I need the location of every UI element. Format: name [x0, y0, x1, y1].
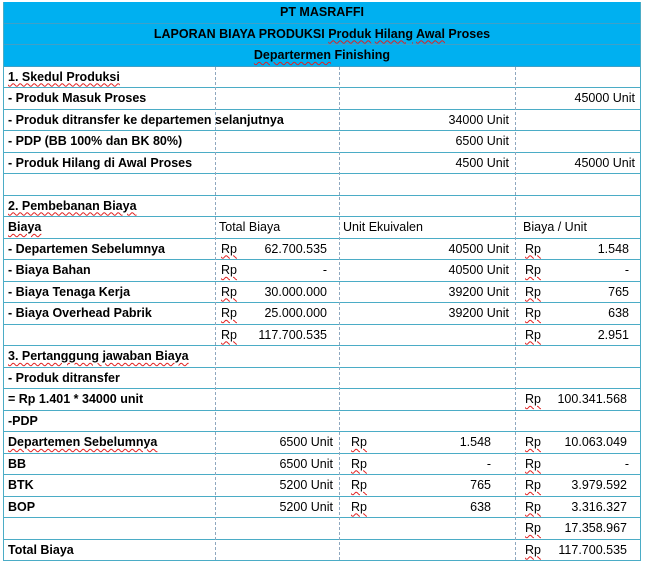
pdp-label: -PDP	[8, 413, 38, 428]
row-label: - Produk ditransfer ke departemen selanjutnya	[8, 112, 284, 127]
unit-equivalent: 39200 Unit	[448, 306, 509, 320]
table-row[interactable]	[3, 239, 641, 261]
column-header-unit-ekuivalen: Unit Ekuivalen	[343, 220, 423, 234]
grand-total-label: Total Biaya	[8, 542, 74, 557]
company-name: PT MASRAFFI	[279, 5, 365, 19]
section2-header-row[interactable]	[3, 217, 641, 239]
unit-equivalent: 40500 Unit	[448, 263, 509, 277]
per-unit-cell: Rp 638	[525, 306, 629, 320]
table-row[interactable]	[3, 475, 641, 497]
transfer-value-cell: Rp 100.341.568	[525, 392, 627, 406]
row-label: BTK	[8, 478, 34, 492]
row-label: - Produk Hilang di Awal Proses	[8, 155, 193, 170]
total-cell: Rp 62.700.535	[221, 241, 327, 256]
amount-cell: Rp -	[525, 456, 629, 471]
transfer-formula-row[interactable]	[3, 389, 641, 411]
table-row[interactable]	[3, 303, 641, 325]
units-cell: 6500 Unit	[279, 456, 333, 471]
section1-title-row[interactable]	[3, 67, 641, 89]
rate-cell: Rp 765	[351, 478, 491, 492]
table-row[interactable]	[3, 432, 641, 454]
units-cell: 5200 Unit	[279, 478, 333, 492]
amount-cell: Rp 3.316.327	[525, 499, 627, 514]
units-cell: 6500 Unit	[279, 435, 333, 449]
unit-equivalent: 39200 Unit	[448, 284, 509, 299]
pdp-total-row[interactable]	[3, 518, 641, 540]
row-label: - Biaya Bahan	[8, 263, 91, 277]
grand-total-cell: Rp 117.700.535	[525, 542, 627, 557]
section3-title: 3. Pertanggung jawaban Biaya	[8, 349, 189, 363]
table-row[interactable]	[3, 131, 641, 153]
section1-title: 1. Skedul Produksi	[8, 69, 120, 84]
report-title: LAPORAN BIAYA PRODUKSI Produk Hilang Awal Proses	[153, 26, 491, 41]
rate-cell: Rp 638	[351, 499, 491, 514]
row-label: - PDP (BB 100% dan BK 80%)	[8, 134, 183, 148]
rate-cell: Rp -	[351, 456, 491, 471]
cell-value: 45000 Unit	[574, 155, 635, 170]
transfer-label-row[interactable]	[3, 368, 641, 390]
table-row[interactable]	[3, 497, 641, 519]
table-row[interactable]	[3, 454, 641, 476]
column-header-total-biaya: Total Biaya	[219, 220, 281, 234]
row-label: BOP	[8, 499, 36, 514]
pdp-total-cell: Rp 17.358.967	[525, 521, 627, 535]
row-label: - Departemen Sebelumnya	[8, 241, 165, 256]
amount-cell: Rp 3.979.592	[525, 478, 627, 492]
row-label: - Biaya Overhead Pabrik	[8, 306, 152, 320]
production-cost-report-sheet	[3, 2, 641, 561]
header-row-company[interactable]	[3, 2, 641, 24]
column-header-biaya-per-unit: Biaya / Unit	[523, 220, 587, 234]
row-label: - Biaya Tenaga Kerja	[8, 284, 131, 299]
total-cell: Rp 117.700.535	[221, 327, 327, 342]
cell-value: 4500 Unit	[455, 155, 509, 170]
column-header-biaya: Biaya	[8, 220, 42, 234]
row-label: - Produk Masuk Proses	[8, 91, 147, 105]
per-unit-total-cell: Rp 2.951	[525, 327, 629, 342]
table-row[interactable]	[3, 260, 641, 282]
total-cell: Rp -	[221, 263, 327, 277]
cell-value	[515, 110, 641, 131]
row-label: Departemen Sebelumnya	[8, 435, 158, 449]
units-cell: 5200 Unit	[279, 499, 333, 514]
cell-value	[339, 88, 515, 109]
per-unit-cell: Rp 765	[525, 284, 629, 299]
department-name: Departermen Finishing	[253, 48, 391, 62]
per-unit-cell: Rp -	[525, 263, 629, 277]
cell-value: 6500 Unit	[455, 134, 509, 148]
table-row[interactable]	[3, 282, 641, 304]
per-unit-cell: Rp 1.548	[525, 241, 629, 256]
cell-value: 34000 Unit	[448, 112, 509, 127]
header-row-report-title[interactable]	[3, 24, 641, 46]
header-row-department[interactable]	[3, 45, 641, 67]
amount-cell: Rp 10.063.049	[525, 435, 627, 449]
unit-equivalent: 40500 Unit	[448, 241, 509, 256]
total-cell: Rp 30.000.000	[221, 284, 327, 299]
table-row[interactable]	[3, 88, 641, 110]
table-row[interactable]	[3, 110, 641, 132]
section2-total-row[interactable]	[3, 325, 641, 347]
pdp-label-row[interactable]	[3, 411, 641, 433]
table-row[interactable]	[3, 153, 641, 175]
cell-value: 45000 Unit	[574, 91, 635, 105]
section3-title-row[interactable]	[3, 346, 641, 368]
row-label: BB	[8, 456, 27, 471]
cell-value	[515, 131, 641, 152]
transfer-label: - Produk ditransfer	[8, 370, 120, 385]
total-cell: Rp 25.000.000	[221, 306, 327, 320]
rate-cell: Rp 1.548	[351, 435, 491, 449]
transfer-formula: = Rp 1.401 * 34000 unit	[8, 392, 144, 406]
empty-row[interactable]	[3, 174, 641, 196]
section2-title-row[interactable]	[3, 196, 641, 218]
section2-title: 2. Pembebanan Biaya	[8, 198, 137, 213]
grand-total-row[interactable]	[3, 540, 641, 562]
